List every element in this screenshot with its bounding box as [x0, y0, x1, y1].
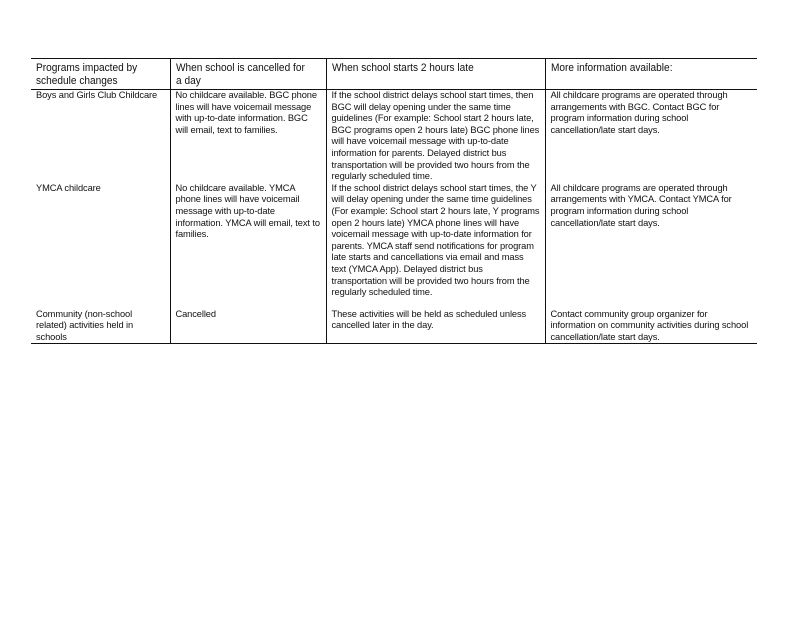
program-cell: Community (non-school related) activities held in schools	[31, 299, 170, 344]
header-school-cancelled: When school is cancelled for a day	[170, 59, 326, 90]
table-row	[31, 299, 757, 344]
program-cell: Boys and Girls Club Childcare	[36, 90, 158, 100]
cancelled-cell: No childcare available. YMCA phone lines will have voicemail message with up-to-date information. YMCA will email, text to families.	[170, 183, 326, 299]
program-cell: YMCA childcare	[36, 182, 101, 193]
schedule-impact-table	[31, 58, 757, 344]
header-late-start: When school starts 2 hours late	[326, 59, 545, 90]
late-start-cell: If the school district delays school start times, then BGC will delay opening under the same time guidelines (For example: School start 2 hours late, BGC programs open 2 hours late) BGC phone lines will have voicemail message with up-to-date information for parents. Delayed district bus transportation will be provided two hours from the regularly scheduled time.	[326, 90, 545, 183]
late-start-cell: If the school district delays school start times, the Y will delay opening under the same time guidelines (For example: School start 2 hours late, Y programs open 2 hours late) YMCA phone lines will have voicemail message with up-to-date information for parents. YMCA staff send notifications for program late starts and cancellations via email and mass text (YMCA App). Delayed district bus transportation will be provided two hours from the regularly scheduled time.	[326, 183, 545, 299]
table-row	[31, 90, 757, 183]
cancelled-cell: No childcare available. BGC phone lines will have voicemail message with up-to-date information. BGC will email, text to families.	[170, 90, 326, 183]
table-header-row	[31, 59, 757, 90]
cancelled-cell: Cancelled	[170, 299, 326, 344]
more-info-cell: All childcare programs are operated through arrangements with YMCA. Contact YMCA for program information during school cancellation/late start days.	[545, 183, 757, 299]
more-info-cell: All childcare programs are operated through arrangements with BGC. Contact BGC for program information during school cancellation/late start days.	[545, 90, 757, 183]
late-start-cell: These activities will be held as scheduled unless cancelled later in the day.	[326, 299, 545, 344]
header-more-info: More information available:	[545, 59, 757, 90]
table-row	[31, 183, 757, 299]
more-info-cell: Contact community group organizer for information on community activities during school cancellation/late start days.	[545, 299, 757, 344]
header-programs: Programs impacted by schedule changes	[31, 59, 170, 90]
